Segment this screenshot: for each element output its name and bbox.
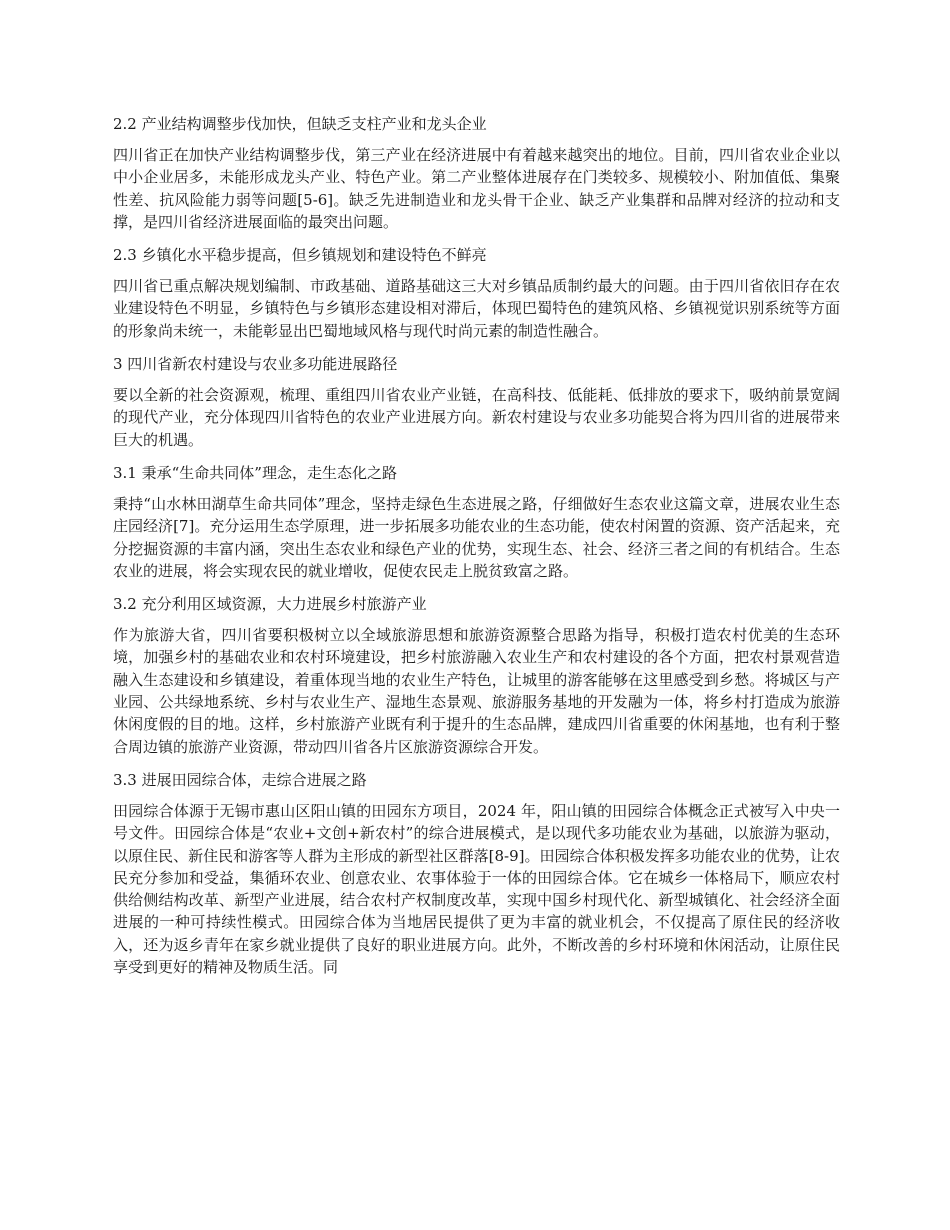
section-heading-2-3: 2.3 乡镇化水平稳步提高，但乡镇规划和建设特色不鲜亮 xyxy=(113,246,487,265)
section-paragraph-3-1: 秉持“山水林田湖草生命共同体”理念，坚持走绿色生态进展之路，仔细做好生态农业这篇文章，进展农业生态庄园经济[7]。充分运用生态学原理，进一步拓展多功能农业的生态功能，使农村闲置的资源、资产活起来，充分挖掘资源的丰富内涵，突出生态农业和绿色产业的优势，实现生态、社会、经济三者之间的有机结合。生态农业的进展，将会实现农民的就业增收，促使农民走上脱贫致富之路。 xyxy=(113,494,840,580)
section-heading-3-3: 3.3 进展田园综合体，走综合进展之路 xyxy=(113,770,367,789)
section-paragraph-3: 要以全新的社会资源观，梳理、重组四川省农业产业链，在高科技、低能耗、低排放的要求下，吸纳前景宽阔的现代产业，充分体现四川省特色的农业产业进展方向。新农村建设与农业多功能契合将为四川省的进展带来巨大的机遇。 xyxy=(113,386,840,449)
section-heading-3-2: 3.2 充分利用区域资源，大力进展乡村旅游产业 xyxy=(113,595,427,614)
section-paragraph-3-3: 田园综合体源于无锡市惠山区阳山镇的田园东方项目，2024 年，阳山镇的田园综合体概念正式被写入中央一号文件。田园综合体是“农业+文创+新农村”的综合进展模式，是以现代多功能农业为基础，以旅游为驱动，以原住民、新住民和游客等人群为主形成的新型社区群落[8-9]。田园综合体积极发挥多功能农业的优势，让农民充分参加和受益，集循环农业、创意农业、农事体验于一体的田园综合体。它在城乡一体格局下，顺应农村供给侧结构改革、新型产业进展，结合农村产权制度改革，实现中国乡村现代化、新型城镇化、社会经济全面进展的一种可持续性模式。田园综合体为当地居民提供了更为丰富的就业机会，不仅提高了原住民的经济收入，还为返乡青年在家乡就业提供了良好的职业进展方向。此外，不断改善的乡村环境和休闲活动，让原住民享受到更好的精神及物质生活。同 xyxy=(113,801,840,977)
section-paragraph-3-2: 作为旅游大省，四川省要积极树立以全域旅游思想和旅游资源整合思路为指导，积极打造农村优美的生态环境，加强乡村的基础农业和农村环境建设，把乡村旅游融入农业生产和农村建设的各个方面，把农村景观营造融入生态建设和乡镇建设，着重体现当地的农业生产特色，让城里的游客能够在这里感受到乡愁。将城区与产业园、公共绿地系统、乡村与农业生产、湿地生态景观、旅游服务基地的开发融为一体，将乡村打造成为旅游休闲度假的目的地。这样，乡村旅游产业既有利于提升的生态品牌，建成四川省重要的休闲基地，也有利于整合周边镇的旅游产业资源，带动四川省各片区旅游资源综合开发。 xyxy=(113,626,840,756)
section-heading-3: 3 四川省新农村建设与农业多功能进展路径 xyxy=(113,355,398,374)
section-heading-3-1: 3.1 秉承“生命共同体”理念，走生态化之路 xyxy=(113,463,397,482)
section-paragraph-2-3: 四川省已重点解决规划编制、市政基础、道路基础这三大对乡镇品质制约最大的问题。由于四川省依旧存在农业建设特色不明显，乡镇特色与乡镇形态建设相对滞后，体现巴蜀特色的建筑风格、乡镇视觉识别系统等方面的形象尚未统一，未能彰显出巴蜀地域风格与现代时尚元素的制造性融合。 xyxy=(113,277,840,340)
section-paragraph-2-2: 四川省正在加快产业结构调整步伐，第三产业在经济进展中有着越来越突出的地位。目前，四川省农业企业以中小企业居多，未能形成龙头产业、特色产业。第二产业整体进展存在门类较多、规模较小、附加值低、集聚性差、抗风险能力弱等问题[5-6]。缺乏先进制造业和龙头骨干企业、缺乏产业集群和品牌对经济的拉动和支撑，是四川省经济进展面临的最突出问题。 xyxy=(113,146,840,231)
section-heading-2-2: 2.2 产业结构调整步伐加快，但缺乏支柱产业和龙头企业 xyxy=(113,115,487,133)
